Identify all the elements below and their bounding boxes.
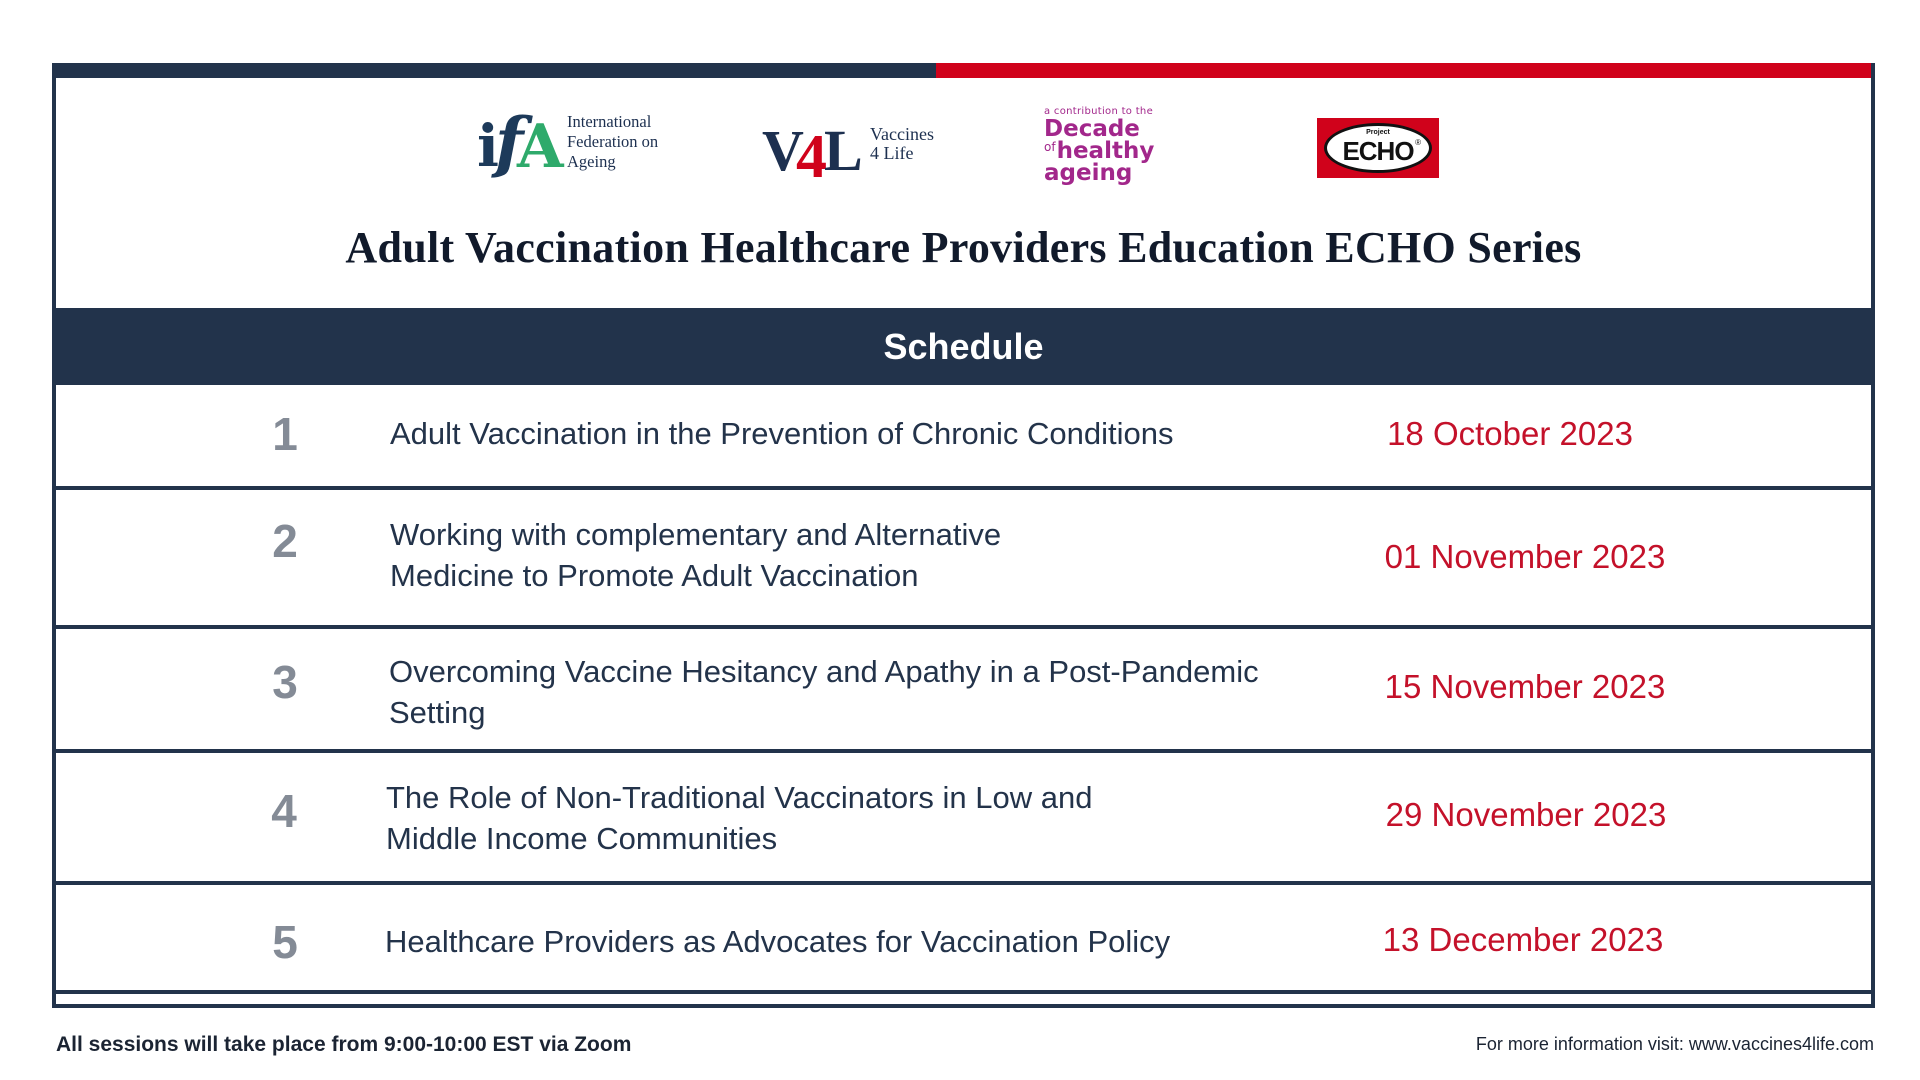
decade-healthy-ageing-logo [1044, 106, 1154, 184]
ifa-text-line3: Ageing [567, 152, 616, 171]
session-row-5 [56, 885, 1871, 990]
project-echo-logo [1317, 118, 1439, 178]
session-number: 2 [272, 515, 298, 567]
session-row-3 [56, 629, 1871, 749]
schedule-header: Schedule [56, 308, 1871, 385]
v4l-mark-v: V [762, 118, 804, 183]
session-topic [385, 921, 1170, 962]
session-date: 15 November 2023 [1384, 668, 1666, 705]
echo-logo-oval [1324, 123, 1432, 173]
session-row-2 [56, 490, 1871, 625]
footer-more-info: For more information visit: www.vaccines4life.com [1475, 1034, 1874, 1054]
session-date: 13 December 2023 [1382, 921, 1664, 958]
ifa-text-line2: Federation on [567, 132, 659, 151]
v4l-logo-mark [762, 118, 863, 191]
ifa-mark-f: f [495, 103, 524, 181]
decade-logo-line2: healthy [1056, 138, 1155, 164]
session-topic [389, 651, 1259, 733]
session-topic-line2: Medicine to Promote Adult Vaccination [390, 558, 919, 593]
decade-logo-line1: Decade [1044, 116, 1140, 142]
session-number: 4 [271, 785, 297, 837]
session-date: 18 October 2023 [1387, 415, 1633, 452]
echo-logo-project: Project [1366, 129, 1390, 136]
decade-logo-line3: ageing [1044, 160, 1133, 186]
session-row-1 [56, 385, 1871, 486]
row-divider [56, 990, 1871, 994]
echo-logo-registered: ® [1415, 138, 1421, 147]
footer-session-time-note: All sessions will take place from 9:00-10:00 EST via Zoom [56, 1033, 632, 1056]
session-topic [386, 777, 1092, 859]
ifa-logo-text [567, 112, 658, 172]
session-number: 1 [272, 408, 298, 460]
session-topic-line1: The Role of Non-Traditional Vaccinators in Low and [386, 780, 1093, 815]
page-title: Adult Vaccination Healthcare Providers Education ECHO Series [345, 223, 1582, 272]
session-number: 3 [272, 656, 298, 708]
ifa-logo [477, 103, 659, 182]
decade-logo-row [1044, 140, 1154, 162]
session-topic [390, 413, 1174, 454]
v4l-text-line2: 4 Life [870, 143, 914, 163]
session-topic-line1: Working with complementary and Alternative [390, 517, 1002, 552]
session-topic-line1: Adult Vaccination in the Prevention of Chronic Conditions [390, 416, 1174, 451]
v4l-mark-l: L [824, 118, 863, 183]
decade-logo-of: of [1044, 140, 1056, 154]
session-topic-line1: Overcoming Vaccine Hesitancy and Apathy in a Post-Pandemic [389, 654, 1259, 689]
v4l-logo [762, 118, 934, 191]
decade-logo-caption: a contribution to the [1044, 106, 1154, 117]
ifa-text-line1: International [567, 112, 652, 131]
session-topic-line2: Middle Income Communities [386, 821, 778, 856]
session-date: 29 November 2023 [1385, 796, 1667, 833]
ifa-mark-i: i [477, 112, 500, 180]
v4l-text-line1: Vaccines [870, 124, 934, 144]
ifa-mark-a: A [517, 112, 564, 182]
session-date: 01 November 2023 [1384, 538, 1666, 575]
v4l-logo-text [870, 125, 934, 163]
session-topic-line1: Healthcare Providers as Advocates for Vaccination Policy [385, 924, 1171, 959]
session-topic [390, 514, 1001, 596]
session-row-4 [56, 753, 1871, 881]
session-number: 5 [272, 916, 298, 968]
session-topic-line2: Setting [389, 695, 486, 730]
v4l-mark-4: 4 [796, 123, 827, 191]
ifa-logo-mark [477, 103, 564, 182]
echo-logo-word: ECHO [1342, 135, 1414, 166]
